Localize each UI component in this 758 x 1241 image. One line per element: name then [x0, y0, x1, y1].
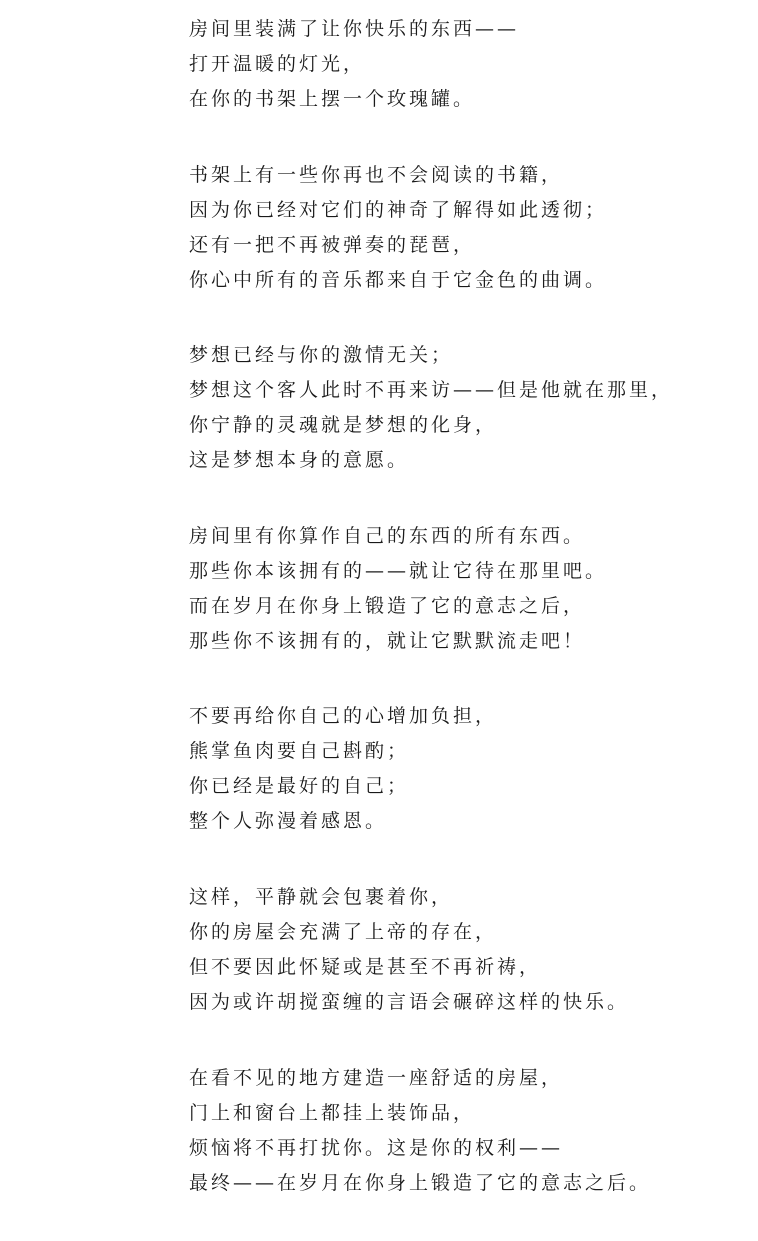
poem-line: 还有一把不再被弹奏的琵琶， — [189, 233, 476, 256]
poem-line: 这样，平静就会包裹着你， — [189, 885, 454, 908]
poem-line: 因为你已经对它们的神奇了解得如此透彻； — [189, 198, 608, 221]
stanza — [189, 158, 734, 298]
poem-line: 你的房屋会充满了上帝的存在， — [189, 920, 498, 943]
poem-line: 因为或许胡搅蛮缠的言语会碾碎这样的快乐。 — [189, 990, 630, 1013]
poem-line: 书架上有一些你再也不会阅读的书籍， — [189, 163, 564, 186]
poem-line: 那些你不该拥有的，就让它默默流走吧！ — [189, 629, 586, 652]
stanza — [189, 519, 734, 659]
poem-line: 那些你本该拥有的——就让它待在那里吧。 — [189, 559, 608, 582]
poem-line: 你已经是最好的自己； — [189, 775, 410, 798]
poem-line: 你宁静的灵魂就是梦想的化身， — [189, 414, 498, 437]
poem-line: 这是梦想本身的意愿。 — [189, 449, 410, 472]
poem-line: 整个人弥漫着感恩。 — [189, 810, 388, 833]
stanza — [189, 1061, 734, 1201]
poem-line: 在你的书架上摆一个玫瑰罐。 — [189, 88, 476, 110]
poem-line: 打开温暖的灯光， — [189, 53, 366, 75]
poem-line: 但不要因此怀疑或是甚至不再祈祷， — [189, 955, 542, 978]
poem-line: 门上和窗台上都挂上装饰品， — [189, 1101, 476, 1124]
poem-line: 房间里有你算作自己的东西的所有东西。 — [189, 524, 586, 547]
poem-line: 房间里装满了让你快乐的东西—— — [189, 18, 520, 40]
stanza — [189, 338, 734, 478]
stanza — [189, 699, 734, 839]
poem-line: 梦想这个客人此时不再来访——但是他就在那里， — [189, 379, 674, 402]
poem-line: 烦恼将不再打扰你。这是你的权利—— — [189, 1136, 564, 1159]
poem-line: 而在岁月在你身上锻造了它的意志之后， — [189, 594, 586, 617]
poem-line: 在看不见的地方建造一座舒适的房屋， — [189, 1066, 564, 1089]
poem-line: 熊掌鱼肉要自己斟酌； — [189, 740, 410, 763]
stanza — [189, 880, 734, 1020]
poem-line: 你心中所有的音乐都来自于它金色的曲调。 — [189, 268, 608, 291]
poem-line: 最终——在岁月在你身上锻造了它的意志之后。 — [189, 1171, 652, 1194]
stanza — [189, 12, 734, 117]
poem-line: 不要再给你自己的心增加负担， — [189, 705, 498, 728]
poem-line: 梦想已经与你的激情无关； — [189, 344, 454, 367]
poem-body — [189, 12, 734, 1241]
